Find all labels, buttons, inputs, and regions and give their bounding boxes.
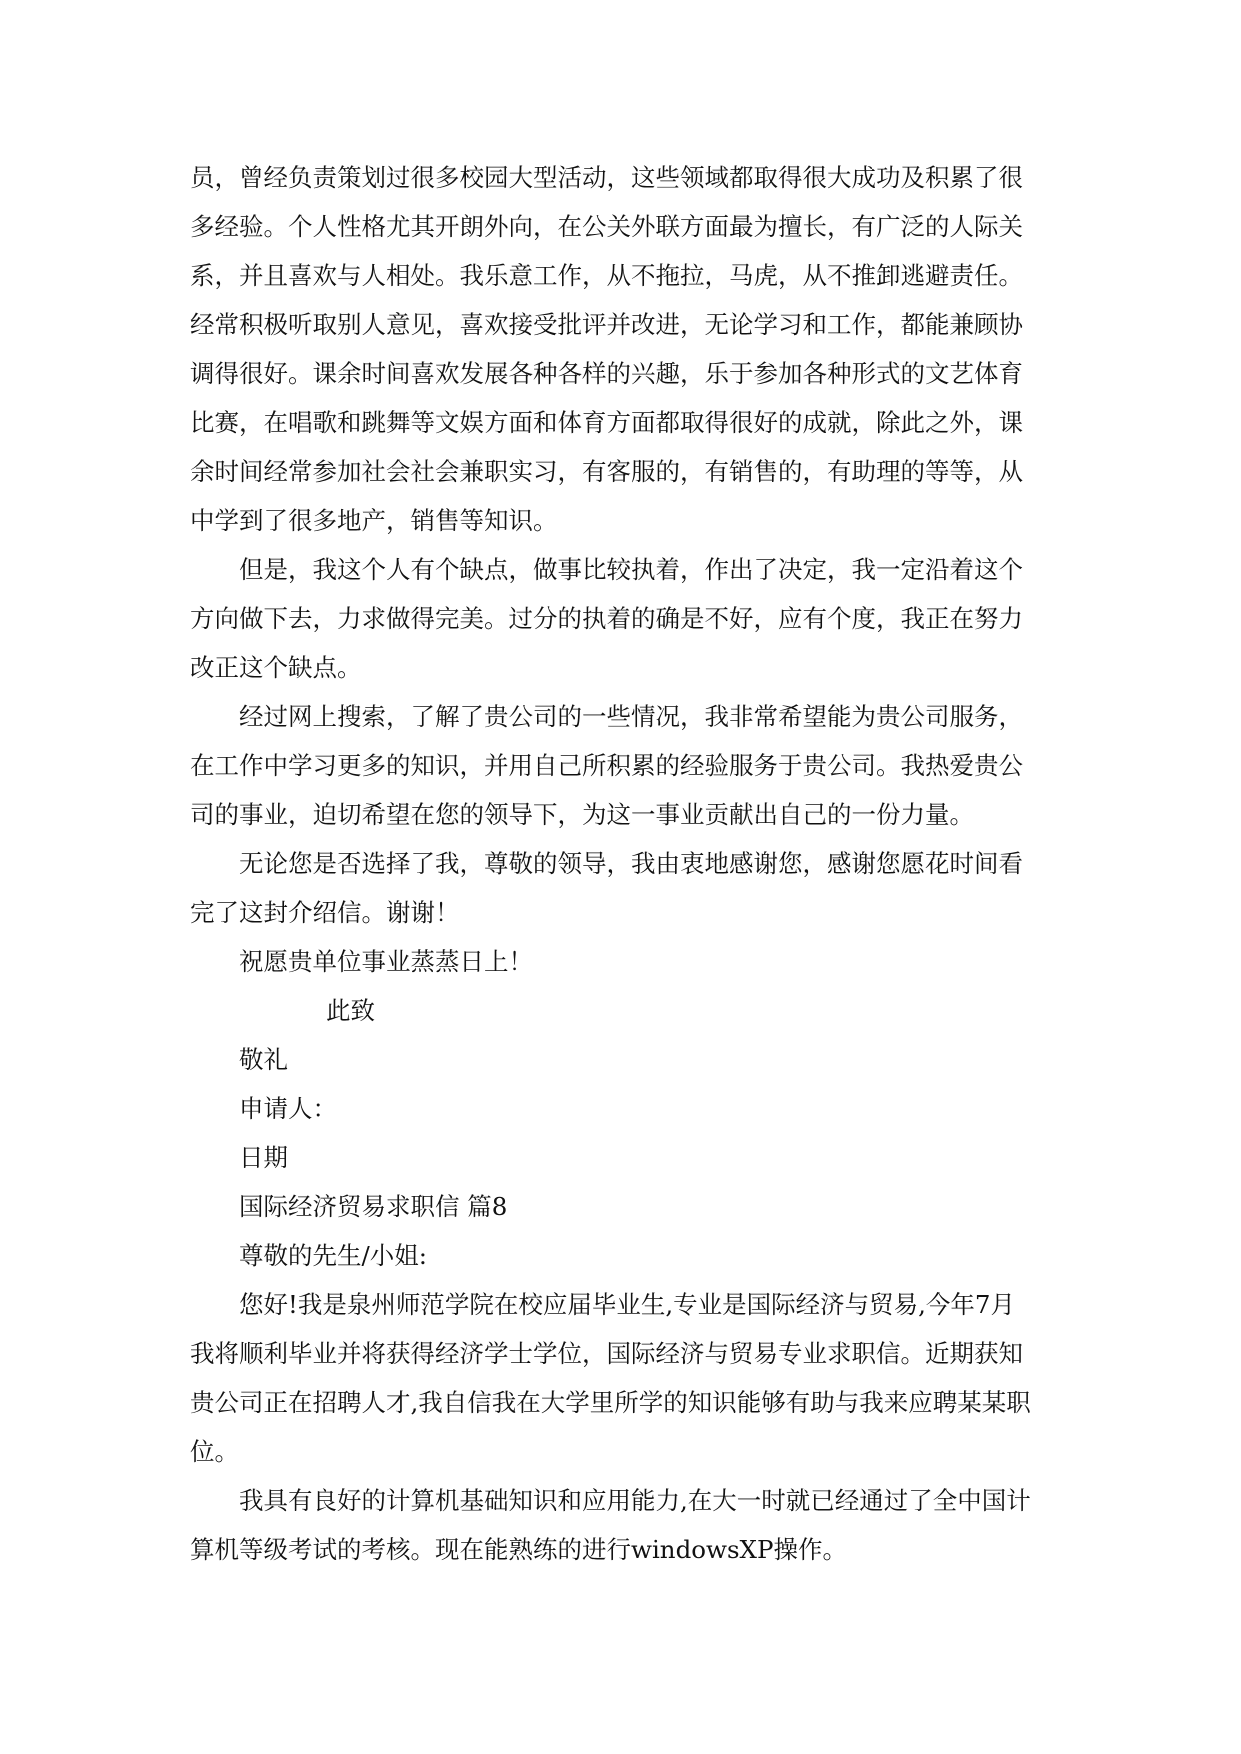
text-line: 国际经济贸易求职信 篇8 [239,1192,508,1221]
text-line: 我将顺利毕业并将获得经济学士学位，国际经济与贸易专业求职信。近期获知 [190,1339,1023,1368]
text-line: 祝愿贵单位事业蒸蒸日上！ [239,947,533,976]
text-line: 调得很好。课余时间喜欢发展各种各样的兴趣，乐于参加各种形式的文艺体育 [190,359,1023,388]
text-line: 员，曾经负责策划过很多校园大型活动，这些领域都取得很大成功及积累了很 [190,163,1023,192]
text-line: 经过网上搜索，了解了贵公司的一些情况，我非常希望能为贵公司服务， [239,702,1023,731]
text-line: 方向做下去，力求做得完美。过分的执着的确是不好，应有个度，我正在努力 [190,604,1023,633]
text-line: 中学到了很多地产，销售等知识。 [190,506,558,535]
text-line: 日期 [239,1143,288,1172]
text-line: 贵公司正在招聘人才,我自信我在大学里所学的知识能够有助与我来应聘某某职 [190,1388,1031,1417]
text-line: 司的事业，迫切希望在您的领导下，为这一事业贡献出自己的一份力量。 [190,800,974,829]
text-line: 在工作中学习更多的知识，并用自己所积累的经验服务于贵公司。我热爱贵公 [190,751,1023,780]
text-line: 余时间经常参加社会社会兼职实习，有客服的，有销售的，有助理的等等，从 [190,457,1023,486]
text-line: 我具有良好的计算机基础知识和应用能力,在大一时就已经通过了全中国计 [239,1486,1031,1515]
text-line: 经常积极听取别人意见，喜欢接受批评并改进，无论学习和工作，都能兼顾协 [190,310,1023,339]
text-line: 但是，我这个人有个缺点，做事比较执着，作出了决定，我一定沿着这个 [239,555,1023,584]
text-line: 改正这个缺点。 [190,653,362,682]
text-line: 完了这封介绍信。谢谢！ [190,898,460,927]
text-line: 您好!我是泉州师范学院在校应届毕业生,专业是国际经济与贸易,今年7月 [239,1290,1016,1319]
text-line: 敬礼 [239,1045,288,1074]
text-line: 算机等级考试的考核。现在能熟练的进行windowsXP操作。 [190,1535,847,1564]
text-line: 系，并且喜欢与人相处。我乐意工作，从不拖拉，马虎，从不推卸逃避责任。 [190,261,1023,290]
text-line: 此致 [326,996,375,1025]
text-line: 申请人： [239,1094,337,1123]
text-line: 位。 [190,1437,239,1466]
text-line: 多经验。个人性格尤其开朗外向，在公关外联方面最为擅长，有广泛的人际关 [190,212,1023,241]
text-line: 比赛，在唱歌和跳舞等文娱方面和体育方面都取得很好的成就，除此之外，课 [190,408,1023,437]
text-line: 无论您是否选择了我，尊敬的领导，我由衷地感谢您，感谢您愿花时间看 [239,849,1023,878]
document-body [190,153,1060,1574]
text-line: 尊敬的先生/小姐: [239,1241,428,1270]
